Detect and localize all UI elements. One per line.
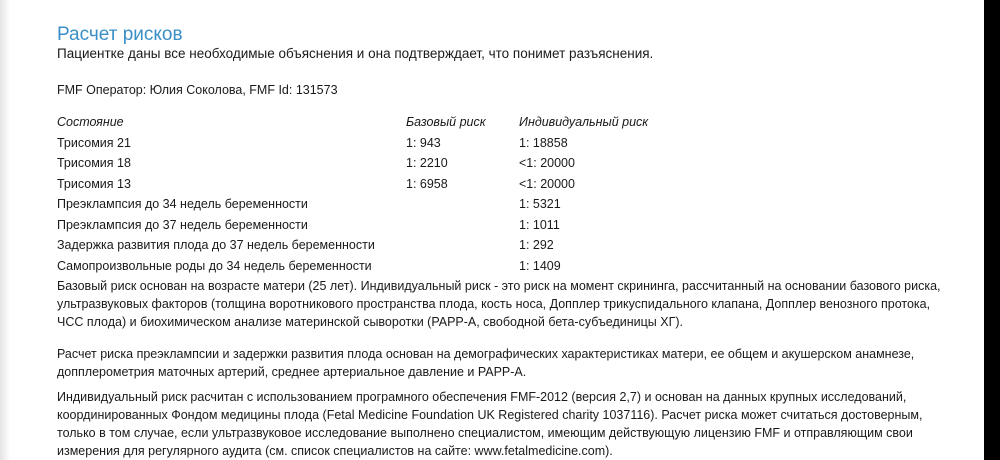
header-condition: Состояние [57,115,124,130]
condition-cell: Трисомия 13 [57,176,131,191]
condition-cell: Задержка развития плода до 37 недель беременности [57,238,375,253]
risk-table [57,112,719,276]
base-risk-cell [406,194,519,215]
condition-cell: Трисомия 18 [57,156,131,171]
table-header-row [57,112,719,133]
header-base-risk: Базовый риск [406,115,486,130]
base-risk-explanation: Базовый риск основан на возрасте матери (25 лет). Индивидуальный риск - это риск на момент скрининга, рассчитанный на основании базового риска, ультразвуковых факторов (толщина воротникового пространства плода, кость носа, Допплер трикуспидального клапана, Допплер венозного протока, ЧСС плода) и биохимическом анализе материнской сыворотки (PAPP-A, свободной бета-субъединицы ХГ). [57,279,941,329]
table-row [57,174,719,195]
screen-right-edge [984,0,1000,460]
base-risk-cell: 1: 943 [406,135,441,150]
condition-cell: Преэклампсия до 34 недель беременности [57,197,308,212]
individual-risk-cell: 1: 1409 [519,258,561,273]
table-row [57,235,719,256]
page-title: Расчет рисков [57,24,183,45]
base-risk-cell [406,256,519,277]
consent-statement: Пациентке даны все необходимые объяснения и она подтверждает, что понимет разъяснения. [57,46,654,61]
base-risk-cell: 1: 6958 [406,176,448,191]
table-row [57,133,719,154]
base-risk-cell: 1: 2210 [406,156,448,171]
base-risk-cell [406,215,519,236]
software-disclaimer: Индивидуальный риск расчитан с использованием програмного обеспечения FMF-2012 (версия 2,7) и основан на данных крупных исследований, координированных Фондом медицины плода (Fetal Medicine Foundation UK Registered charity 1037116). Расчет риска может считаться достоверным, только в том случае, если ультразвуковое исследование выполнено специалистом, имеющим действующую лицензию FMF и отправляющим свои измерения для регулярного аудита (см. список специалистов на сайте: www.fetalmedicine.com). [57,390,923,458]
page-left-shadow [0,0,10,460]
individual-risk-cell: 1: 1011 [519,217,560,232]
individual-risk-cell: <1: 20000 [519,176,575,191]
individual-risk-cell: <1: 20000 [519,156,575,171]
condition-cell: Самопроизвольные роды до 34 недель беременности [57,258,372,273]
preeclampsia-explanation: Расчет риска преэклампсии и задержки развития плода основан на демографических характеристиках матери, ее общем и акушерском анамнезе, допплерометрия маточных артерий, среднее артериальное давление и PAPP-A. [57,347,915,379]
individual-risk-cell: 1: 18858 [519,135,568,150]
condition-cell: Преэклампсия до 37 недель беременности [57,217,308,232]
operator-info: FMF Оператор: Юлия Соколова, FMF Id: 131573 [57,83,338,97]
table-row [57,215,719,236]
table-row [57,194,719,215]
individual-risk-cell: 1: 292 [519,238,554,253]
base-risk-cell [406,235,519,256]
individual-risk-cell: 1: 5321 [519,197,561,212]
condition-cell: Трисомия 21 [57,135,131,150]
table-row [57,153,719,174]
table-row [57,256,719,277]
header-individual-risk: Индивидуальный риск [519,115,649,130]
